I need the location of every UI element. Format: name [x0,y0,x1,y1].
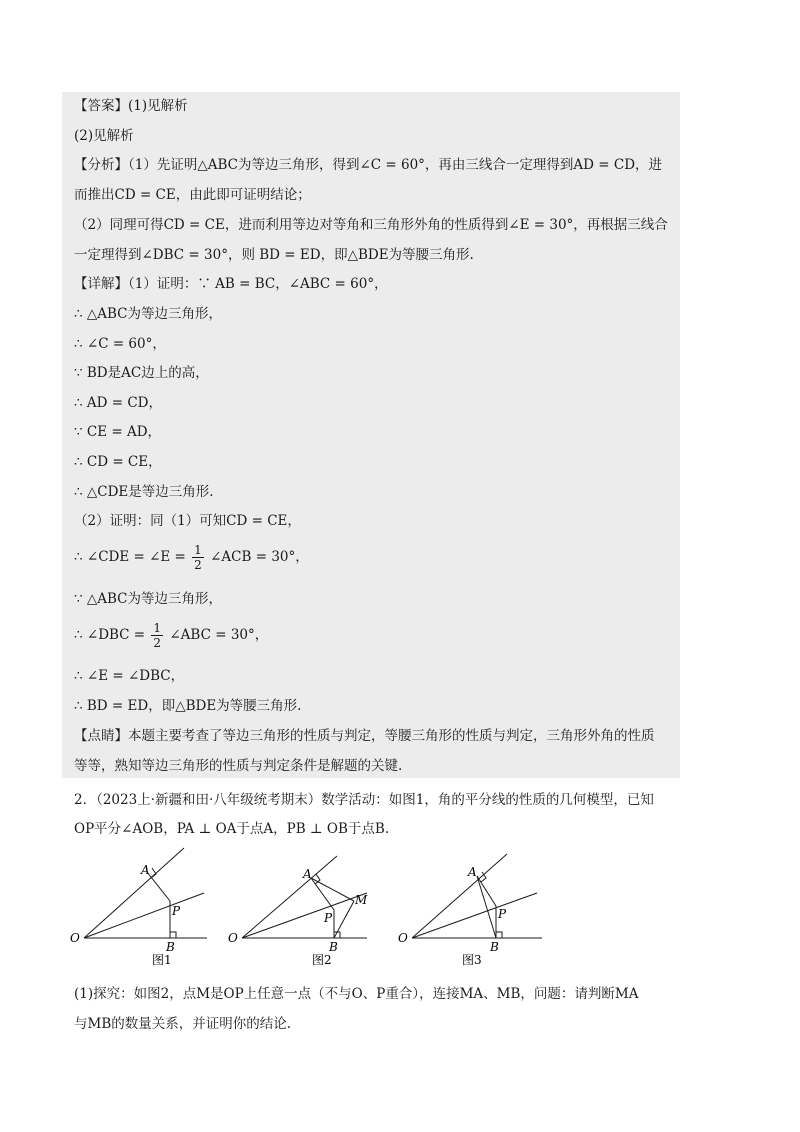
fig2-caption: 图2 [312,953,332,967]
detail-line-12-a: ∴ ∠DBC = [74,627,146,643]
fig1-right-angle-b [170,932,176,938]
figure-3 [412,854,542,938]
comment-line-2: 等等，熟知等边三角形的性质与判定条件是解题的关键. [74,758,403,774]
fig1-caption: 图1 [152,953,172,967]
fig2-seg-ap [311,878,334,910]
detail-line-13: ∴ ∠E = ∠DBC， [74,668,185,684]
detail-line-4: ∵ BD是AC边上的高， [74,365,209,381]
detail-line-10 [74,542,309,572]
detail-line-8: ∴ △CDE是等边三角形. [74,484,214,500]
fig3-seg-ab [477,876,496,938]
fig1-label-o: O [70,931,80,945]
fraction-1-denominator: 2 [194,558,202,572]
detail-line-10-a: ∴ ∠CDE = ∠E = [74,549,186,565]
figures-panel [62,838,562,968]
fraction-half-1 [192,543,204,572]
detail-line-7: ∴ CD = CE， [74,454,162,470]
question-line-1: 2．（2023上·新疆和田·八年级统考期末）数学活动：如图1，角的平分线的性质的几何模型，已知 [74,792,654,808]
question-line-3: (1)探究：如图2，点M是OP上任意一点（不与O、P重合），连接MA、MB，问题：请判断MA [74,986,639,1002]
detail-line-6: ∵ CE = AD， [74,424,162,440]
question-line-2: OP平分∠AOB，PA ⊥ OA于点A，PB ⊥ OB于点B. [74,821,390,837]
analysis-line-4: 一定理得到∠DBC = 30°，则 BD = ED，即△BDE为等腰三角形. [74,247,474,263]
fig1-label-a: A [141,863,150,877]
fig3-label-p: P [498,907,507,921]
detail-line-9: （2）证明：同（1）可知CD = CE， [74,513,301,529]
fig3-ray-oa [412,854,507,938]
detail-line-2: ∴ △ABC为等边三角形， [74,306,223,322]
fig2-label-p: P [324,911,333,925]
fig3-label-b: B [490,940,499,954]
fig2-label-a: A [303,867,312,881]
analysis-line-3: （2）同理可得CD = CE，进而利用等边对等角和三角形外角的性质得到∠E = 30°，再根据三线合 [74,217,668,233]
question-line-4: 与MB的数量关系，并证明你的结论. [74,1016,292,1032]
fig2-ray-oa [242,856,337,938]
fig2-label-b: B [329,940,338,954]
fig1-label-b: B [166,940,175,954]
fig3-ray-op [412,893,537,938]
fig3-caption: 图3 [462,953,482,967]
fraction-half-2 [151,621,163,650]
analysis-line-1: 【分析】（1）先证明△ABC为等边三角形，得到∠C = 60°，再由三线合一定理得到AD = CD，进 [74,157,663,173]
detail-line-11: ∵ △ABC为等边三角形， [74,591,223,607]
fig2-ray-op [242,893,367,938]
fraction-2-denominator: 2 [153,636,162,650]
fraction-1-numerator: 1 [194,543,202,557]
detail-line-5: ∴ AD = CD， [74,395,163,411]
fig3-label-o: O [398,931,408,945]
analysis-line-2: 而推出CD = CE，由此即可证明结论； [74,187,311,203]
figure-1 [84,848,207,938]
fig2-label-m: M [355,893,368,907]
fig2-label-o: O [228,931,238,945]
answer-heading: 【答案】(1)见解析 [74,98,188,114]
fig1-seg-ap [147,872,170,901]
answer-part-2: (2)见解析 [74,128,134,144]
fig3-label-a: A [468,865,477,879]
detail-line-10-b: ∠ACB = 30°， [210,549,309,565]
detail-line-3: ∴ ∠C = 60°， [74,336,166,352]
detail-line-14: ∴ BD = ED，即△BDE为等腰三角形. [74,698,302,714]
fig3-seg-ap [477,876,496,906]
detail-line-12 [74,620,268,650]
fig1-label-p: P [172,904,181,918]
detail-line-1: 【详解】（1）证明：∵ AB = BC，∠ABC = 60°， [74,276,388,292]
fraction-2-numerator: 1 [153,621,162,635]
fig1-ray-oa [84,848,184,938]
detail-line-12-b: ∠ABC = 30°， [169,627,269,643]
fig3-right-angle-b [496,932,502,938]
comment-line-1: 【点睛】本题主要考查了等边三角形的性质与判定，等腰三角形的性质与判定，三角形外角的性质 [74,728,655,744]
fig1-ray-op [84,893,204,938]
